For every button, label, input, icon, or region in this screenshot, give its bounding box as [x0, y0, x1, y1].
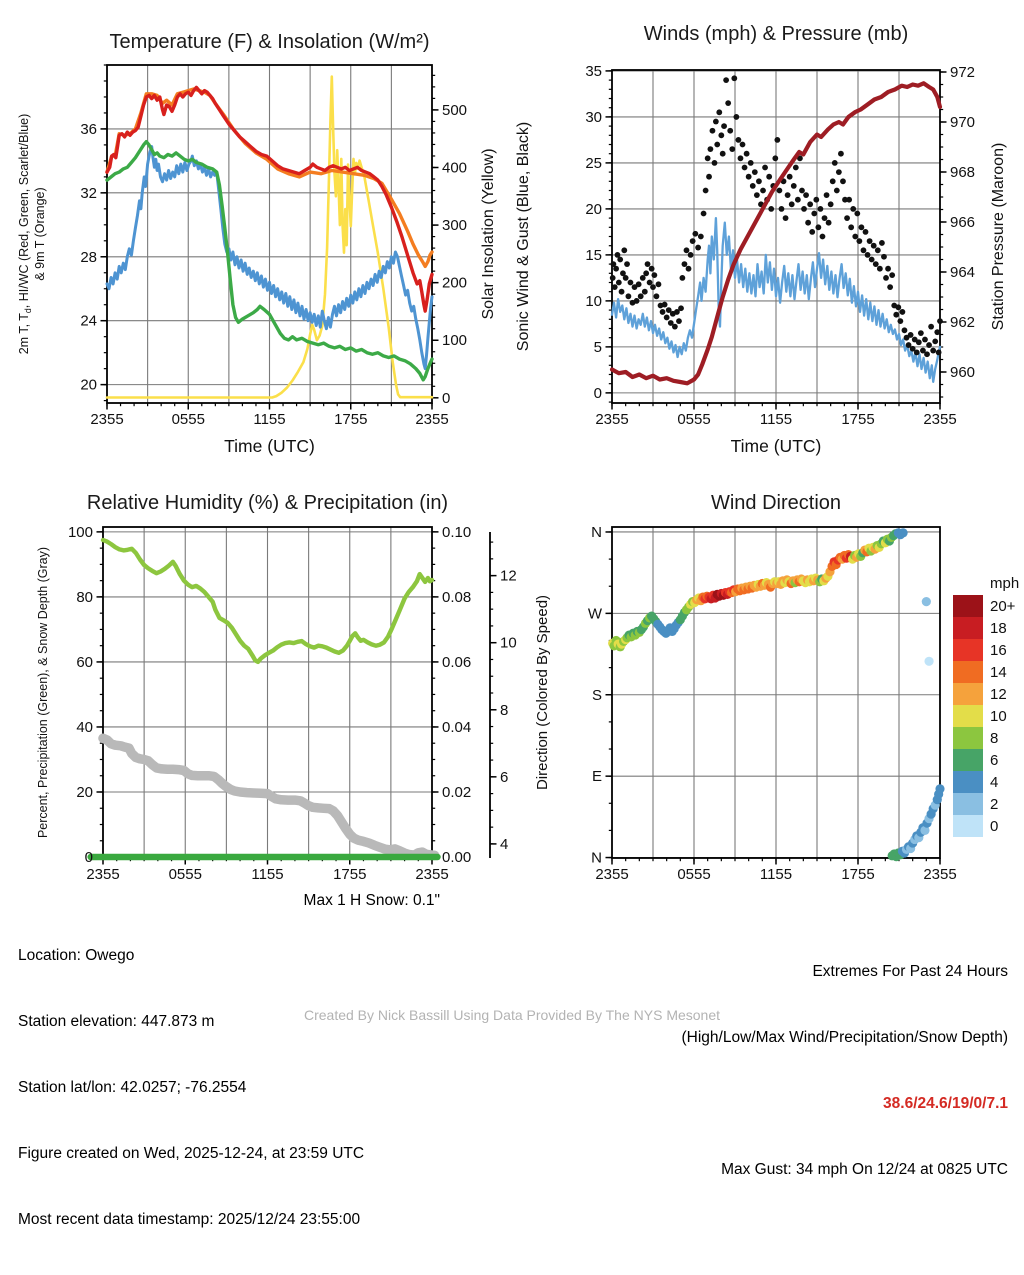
snow-depth-gray	[103, 738, 435, 855]
gust-dots-black	[750, 183, 756, 189]
gust-dots-black	[746, 174, 752, 180]
y-tick-label: 28	[80, 248, 97, 266]
gust-dots-black	[789, 201, 795, 207]
chart-title: Wind Direction	[710, 492, 842, 514]
gust-dots-black	[879, 240, 885, 246]
gust-dots-black	[619, 289, 625, 295]
gust-dots-black	[628, 280, 634, 286]
legend-entry-label: 8	[990, 730, 999, 747]
y-right-tick-label: 962	[950, 314, 976, 331]
x-tick-label: 1755	[333, 866, 367, 883]
gust-dots-black	[740, 142, 746, 148]
y-axis-label: & 9m T (Orange)	[33, 187, 47, 281]
gust-dots-black	[647, 280, 653, 286]
max-gust-line: Max Gust: 34 mph On 12/24 at 0825 UTC	[721, 1161, 1008, 1178]
gust-dots-black	[895, 304, 901, 310]
x-tick-label: 2355	[595, 866, 629, 883]
gust-dots-black	[908, 332, 914, 338]
gust-dots-black	[852, 234, 858, 240]
gust-dots-black	[713, 119, 719, 125]
gust-dots-black	[752, 169, 758, 175]
gust-dots-black	[848, 224, 854, 230]
gust-dots-black	[725, 100, 731, 106]
gust-dots-black	[828, 201, 834, 207]
credit-line: Created By Nick Bassill Using Data Provided By The NYS Mesonet	[303, 1007, 721, 1023]
wind-direction-dots	[899, 528, 908, 537]
legend-entry-label: 14	[990, 664, 1007, 681]
wind-direction-dots	[935, 784, 944, 793]
gust-dots-black	[624, 261, 630, 267]
gust-dots-black	[721, 123, 727, 129]
y-right-tick-label: 200	[442, 274, 468, 292]
gust-dots-black	[623, 275, 629, 281]
gust-dots-black	[718, 132, 724, 138]
y-right-tick-label: 0.04	[442, 718, 472, 736]
extremes-values: 38.6/24.6/19/0/7.1	[883, 1095, 1008, 1112]
y-tick-label: W	[587, 605, 602, 623]
y-right-axis-label: Station Pressure (Maroon)	[990, 142, 1007, 331]
legend-entry-label: 2	[990, 796, 999, 813]
gust-dots-black	[613, 266, 619, 272]
gust-dots-black	[712, 160, 718, 166]
wind-direction-chart	[606, 527, 984, 865]
gust-dots-black	[695, 245, 701, 251]
gust-dots-black	[924, 351, 930, 357]
y-right-tick-label: 100	[442, 332, 468, 350]
x-tick-label: 1755	[334, 411, 368, 428]
gust-dots-black	[676, 318, 682, 324]
gust-dots-black	[859, 224, 865, 230]
y-axis-label: 2m T, $T_d$, HI/WC (Red, Green, Scarlet/Blue)	[17, 113, 33, 355]
gust-dots-black	[791, 183, 797, 189]
gust-dots-black	[777, 188, 783, 194]
gust-dots-black	[902, 327, 908, 333]
legend-swatch	[953, 661, 983, 683]
legend-swatch	[953, 749, 983, 771]
legend-entry-label: 20+	[990, 598, 1016, 615]
extremes-subtitle: (High/Low/Max Wind/Precipitation/Snow Depth)	[681, 1029, 1008, 1046]
gust-dots-black	[756, 178, 762, 184]
wind-direction-dots	[922, 597, 931, 606]
gust-dots-black	[805, 220, 811, 226]
gust-dots-black	[654, 293, 660, 299]
gust-dots-black	[698, 234, 704, 240]
y-right-tick-label: 0.06	[442, 653, 472, 671]
legend-swatch	[953, 815, 983, 837]
gust-dots-black	[795, 197, 801, 203]
gust-dots-black	[916, 339, 922, 345]
gust-dots-black	[688, 252, 694, 258]
y-tick-label: 20	[76, 783, 93, 801]
x-tick-label: 2355	[923, 411, 957, 428]
gust-dots-black	[733, 114, 739, 120]
gust-dots-black	[934, 329, 940, 335]
gust-dots-black	[708, 146, 714, 152]
y-tick-label: 10	[585, 292, 602, 310]
gust-dots-black	[706, 174, 712, 180]
gust-dots-black	[616, 280, 622, 286]
gust-dots-black	[918, 330, 924, 336]
y-axis-label: Sonic Wind & Gust (Blue, Black)	[515, 121, 532, 352]
gust-dots-black	[742, 165, 748, 171]
gust-dots-black	[824, 192, 830, 198]
x-tick-label: 0555	[677, 866, 711, 883]
extremes-block	[682, 917, 1009, 1225]
gust-dots-black	[716, 109, 722, 115]
gust-dots-black	[801, 206, 807, 212]
x-tick-label: 1755	[841, 866, 875, 883]
gust-dots-black	[900, 309, 906, 315]
gust-dots-black	[744, 151, 750, 157]
gust-dots-black	[815, 224, 821, 230]
y-tick-label: N	[591, 849, 602, 867]
chart-title: Winds (mph) & Pressure (mb)	[643, 23, 909, 45]
gust-dots-black	[873, 261, 879, 267]
gust-dots-black	[850, 206, 856, 212]
legend-swatch	[953, 595, 983, 617]
gust-dots-black	[779, 206, 785, 212]
legend-entry-label: 12	[990, 686, 1007, 703]
y-right-tick-label: 0.10	[442, 523, 472, 541]
y-right-axis-label: Solar Insolation (Yellow)	[480, 148, 497, 320]
gust-dots-black	[705, 155, 711, 161]
x-tick-label: 1155	[759, 411, 793, 428]
most-recent-data-timestamp: Most recent data timestamp: 2025/12/24 23:55:00	[18, 1211, 361, 1228]
gust-dots-black	[930, 348, 936, 354]
legend-entry-label: 4	[990, 774, 999, 791]
gust-dots-black	[766, 174, 772, 180]
gust-dots-black	[809, 229, 815, 235]
gust-dots-black	[636, 281, 642, 287]
gust-dots-black	[672, 324, 678, 330]
gust-dots-black	[754, 192, 760, 198]
chart-title: Relative Humidity (%) & Precipitation (in)	[86, 492, 449, 514]
gust-dots-black	[617, 257, 623, 263]
x-axis-label: Time (UTC)	[730, 436, 822, 456]
gust-dots-black	[660, 309, 666, 315]
y-tick-label: 60	[76, 653, 93, 671]
legend-swatch	[953, 617, 983, 639]
y-tick-label: 0	[593, 384, 602, 402]
legend-swatch	[953, 705, 983, 727]
y-right-tick-label: 968	[950, 164, 976, 181]
gust-dots-black	[875, 247, 881, 253]
legend-swatch	[953, 793, 983, 815]
gust-dots-black	[748, 160, 754, 166]
gust-dots-black	[832, 160, 838, 166]
gust-dots-black	[703, 188, 709, 194]
gust-dots-black	[787, 174, 793, 180]
gust-dots-black	[869, 257, 875, 263]
gust-dots-black	[762, 165, 768, 171]
gust-dots-black	[643, 270, 649, 276]
y-tick-label: 100	[67, 523, 93, 541]
gust-dots-black	[863, 229, 869, 235]
gust-dots-black	[887, 284, 893, 290]
gust-dots-black	[818, 206, 824, 212]
gust-dots-black	[678, 305, 684, 311]
gust-dots-black	[772, 155, 778, 161]
gust-dots-black	[612, 284, 618, 290]
snow-axis-tick-label: 8	[500, 701, 509, 719]
gust-dots-black	[867, 238, 873, 244]
gust-dots-black	[645, 261, 651, 267]
y-tick-label: 36	[80, 120, 97, 138]
gust-dots-black	[928, 324, 934, 330]
gust-dots-black	[684, 247, 690, 253]
gust-dots-black	[830, 178, 836, 184]
x-tick-label: 1155	[759, 866, 793, 883]
gust-dots-black	[881, 254, 887, 260]
y-tick-label: E	[591, 768, 602, 786]
y-tick-label: 20	[585, 200, 602, 218]
gust-dots-black	[768, 206, 774, 212]
legend-entry-label: 6	[990, 752, 999, 769]
gust-dots-black	[686, 266, 692, 272]
gust-dots-black	[807, 201, 813, 207]
max-1h-snow-note: Max 1 H Snow: 0.1"	[303, 892, 440, 909]
x-tick-label: 2355	[923, 866, 957, 883]
gust-dots-black	[803, 192, 809, 198]
gust-dots-black	[844, 215, 850, 221]
y-right-tick-label: 972	[950, 64, 976, 81]
x-tick-label: 2355	[86, 866, 120, 883]
y-right-tick-label: 964	[950, 264, 976, 281]
legend-entry-label: 10	[990, 708, 1007, 725]
gust-dots-black	[885, 266, 891, 272]
gust-dots-black	[650, 284, 656, 290]
x-tick-label: 1155	[251, 866, 284, 883]
y-tick-label: S	[591, 686, 602, 704]
x-tick-label: 2355	[90, 411, 124, 428]
gust-dots-black	[897, 318, 903, 324]
gust-dots-black	[690, 238, 696, 244]
gust-dots-black	[922, 337, 928, 343]
x-tick-label: 2355	[415, 866, 449, 883]
gust-dots-black	[861, 247, 867, 253]
gust-dots-black	[883, 275, 889, 281]
gust-dots-black	[621, 247, 627, 253]
y-tick-label: 25	[585, 154, 602, 172]
snow-axis-tick-label: 12	[500, 567, 517, 585]
gust-dots-black	[822, 215, 828, 221]
gust-dots-black	[729, 146, 735, 152]
gust-dots-black	[785, 192, 791, 198]
wind-direction-dots	[924, 657, 933, 666]
x-tick-label: 2355	[415, 411, 449, 428]
gust-dots-black	[731, 75, 737, 81]
legend-swatch	[953, 639, 983, 661]
gust-dots-black	[871, 243, 877, 249]
y-right-tick-label: 400	[442, 159, 468, 177]
gust-dots-black	[783, 215, 789, 221]
gust-dots-black	[710, 128, 716, 134]
gust-dots-black	[889, 272, 895, 278]
y-right-tick-label: 300	[442, 217, 468, 235]
legend-swatch	[953, 683, 983, 705]
gust-dots-black	[720, 151, 726, 157]
gust-dots-black	[738, 155, 744, 161]
gust-dots-black	[701, 211, 707, 217]
gust-dots-black	[649, 266, 655, 272]
y-tick-label: 5	[593, 338, 602, 356]
gust-dots-black	[932, 338, 938, 344]
gust-dots-black	[877, 266, 883, 272]
y-tick-label: 15	[585, 246, 602, 264]
gust-dots-black	[834, 188, 840, 194]
gust-dots-black	[865, 252, 871, 258]
legend-swatch	[953, 727, 983, 749]
gust-dots-black	[854, 211, 860, 217]
y-right-tick-label: 966	[950, 214, 976, 231]
winds-pressure-chart	[606, 70, 947, 410]
gust-dots-black	[914, 350, 920, 356]
x-axis-label: Time (UTC)	[224, 436, 315, 456]
gust-dots-black	[811, 211, 817, 217]
gust-dots-black	[840, 178, 846, 184]
gust-dots-black	[662, 302, 668, 308]
legend-title: mph	[990, 575, 1020, 592]
gust-dots-black	[656, 281, 662, 287]
gust-dots-black	[760, 188, 766, 194]
extremes-title: Extremes For Past 24 Hours	[812, 963, 1008, 980]
snow-axis-tick-label: 6	[500, 768, 509, 786]
legend-swatch	[953, 771, 983, 793]
gust-dots-black	[651, 272, 657, 278]
gust-dots-black	[774, 137, 780, 143]
y-right-tick-label: 0.02	[442, 783, 472, 801]
gust-dots-black	[714, 142, 720, 148]
x-tick-label: 0555	[677, 411, 711, 428]
legend-entry-label: 16	[990, 642, 1007, 659]
y-right-tick-label: 970	[950, 114, 976, 131]
y-tick-label: 35	[585, 62, 602, 80]
gust-dots-black	[893, 312, 899, 318]
y-right-tick-label: 0.00	[442, 849, 472, 867]
gust-dots-black	[642, 289, 648, 295]
gust-dots-black	[638, 293, 644, 299]
gust-dots-black	[826, 220, 832, 226]
gust-dots-black	[937, 318, 943, 324]
gust-dots-black	[723, 77, 729, 83]
temperature-insolation-chart	[101, 65, 439, 410]
y-tick-label: 40	[76, 718, 93, 736]
x-tick-label: 2355	[595, 411, 629, 428]
snow-axis-tick-label: 4	[500, 835, 509, 853]
gust-dots-black	[820, 234, 826, 240]
gust-dots-black	[813, 197, 819, 203]
gust-dots-black	[634, 298, 640, 304]
gust-dots-black	[856, 238, 862, 244]
chart-title: Temperature (F) & Insolation (W/m²)	[109, 31, 430, 53]
gust-dots-black	[736, 137, 742, 143]
gust-dots-black	[799, 188, 805, 194]
gust-dots-black	[610, 275, 616, 281]
gust-dots-black	[679, 275, 685, 281]
legend-entry-label: 18	[990, 620, 1007, 637]
station-latlon: Station lat/lon: 42.0257; -76.2554	[18, 1079, 247, 1096]
gust-dots-black	[936, 350, 942, 356]
y-tick-label: 0	[84, 849, 93, 867]
legend-entry-label: 0	[990, 818, 999, 835]
gust-dots-black	[727, 128, 733, 134]
y-axis-label: Direction (Colored By Speed)	[534, 594, 551, 791]
gust-dots-black	[846, 197, 852, 203]
x-tick-label: 1755	[841, 411, 875, 428]
gust-dots-black	[836, 169, 842, 175]
y-tick-label: 32	[80, 184, 97, 202]
figure-created-timestamp: Figure created on Wed, 2025-12-24, at 23:59 UTC	[18, 1145, 365, 1162]
gust-dots-black	[793, 165, 799, 171]
gust-dots-black	[682, 261, 688, 267]
snow-axis-tick-label: 10	[500, 634, 517, 652]
station-info-block	[18, 901, 364, 1275]
x-tick-label: 0555	[171, 411, 205, 428]
y-right-tick-label: 0.08	[442, 588, 472, 606]
gust-dots-black	[926, 342, 932, 348]
gust-dots-black	[640, 275, 646, 281]
y-right-tick-label: 960	[950, 364, 976, 381]
y-right-tick-label: 0	[442, 389, 451, 407]
station-elevation: Station elevation: 447.873 m	[18, 1013, 215, 1030]
gust-dots-black	[664, 315, 670, 321]
gust-dots-black	[626, 293, 632, 299]
y-right-tick-label: 500	[442, 101, 468, 119]
humidity-precip-chart	[91, 527, 497, 865]
y-axis-label: Percent, Precipitation (Green), & Snow Depth (Gray)	[36, 546, 50, 839]
y-tick-label: 30	[585, 108, 602, 126]
gust-dots-black	[838, 151, 844, 157]
gust-dots-black	[692, 231, 698, 237]
y-tick-label: 20	[80, 376, 97, 394]
y-tick-label: N	[591, 523, 602, 541]
station-location: Location: Owego	[18, 947, 135, 964]
y-tick-label: 80	[76, 588, 93, 606]
y-tick-label: 24	[80, 312, 97, 330]
x-tick-label: 0555	[168, 866, 202, 883]
x-tick-label: 1155	[253, 411, 286, 428]
